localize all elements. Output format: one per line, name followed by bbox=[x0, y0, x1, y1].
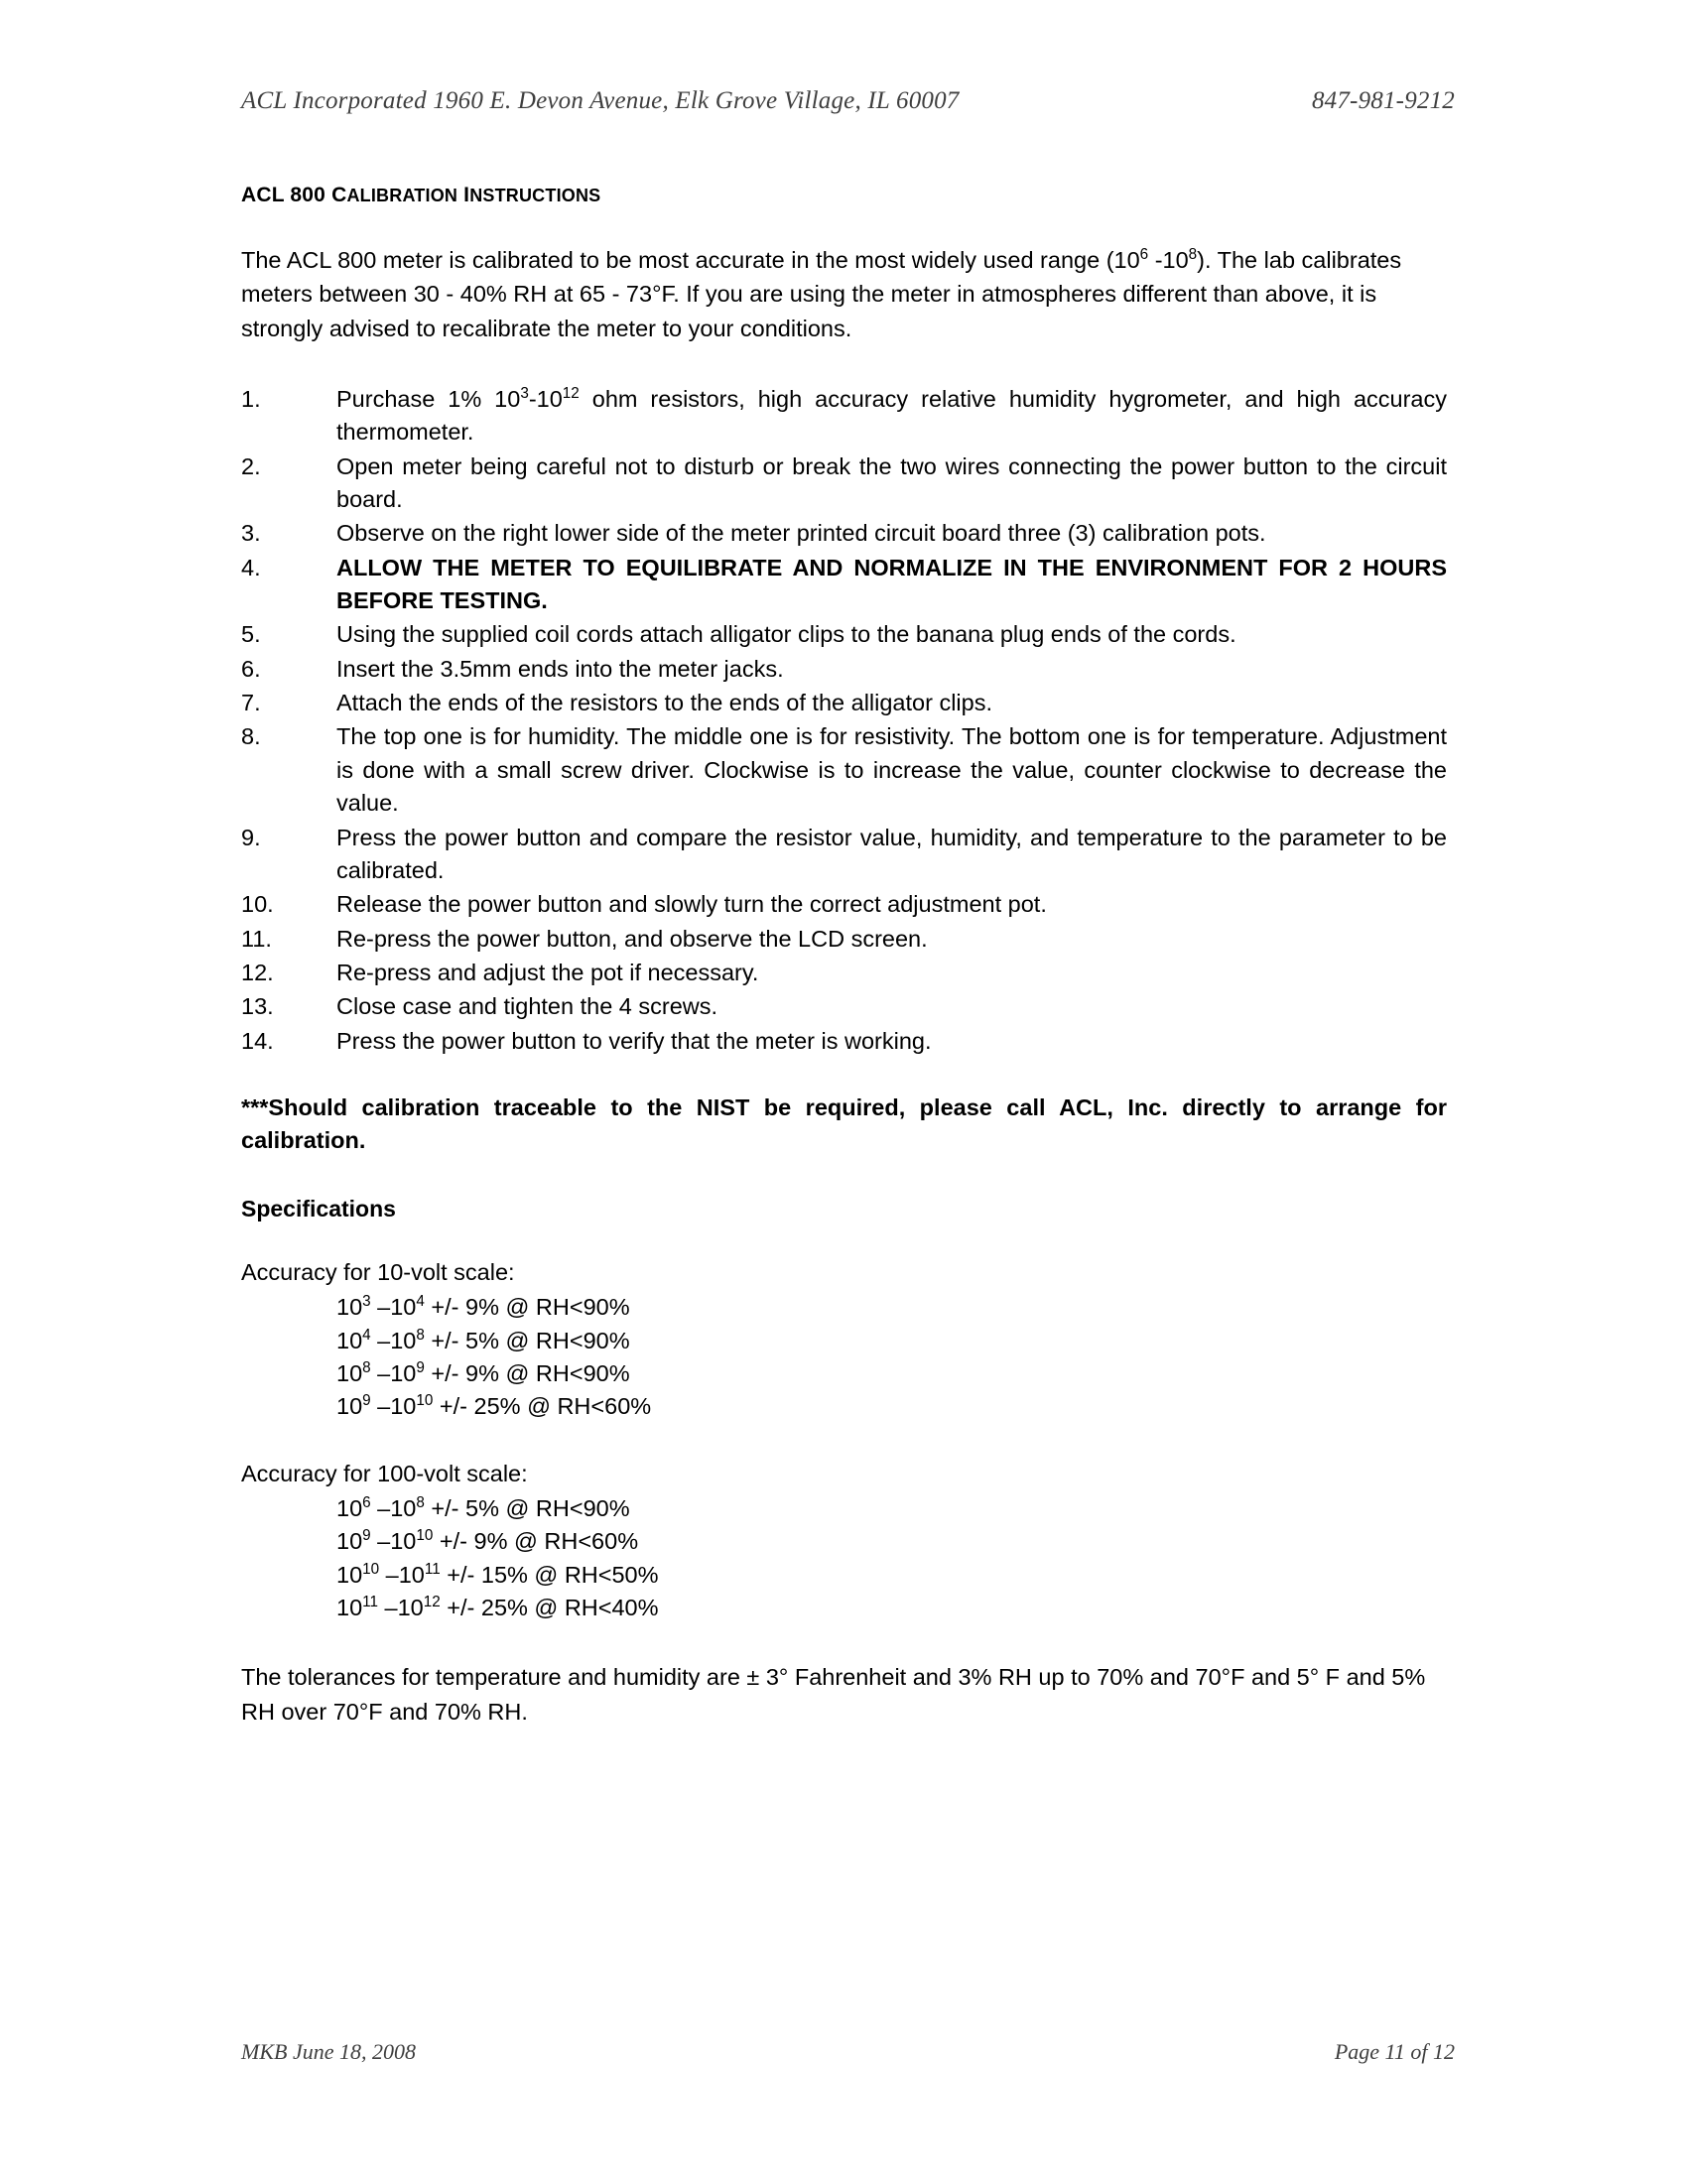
step-text-segment: Purchase 1% 10 bbox=[336, 385, 521, 412]
spec-base-1: 10 bbox=[336, 1359, 363, 1386]
specifications-heading: Specifications bbox=[241, 1195, 396, 1221]
spec-exponent-1: 3 bbox=[362, 1293, 371, 1311]
step-text: Insert the 3.5mm ends into the meter jacks. bbox=[336, 655, 784, 682]
intro-exponent-1: 6 bbox=[1139, 246, 1149, 264]
step-number: 14. bbox=[241, 1027, 274, 1054]
step-number: 13. bbox=[241, 993, 274, 1020]
spec-exponent-2: 9 bbox=[416, 1359, 425, 1377]
specification-row bbox=[336, 1390, 1447, 1423]
spec-range-separator: –10 bbox=[370, 1494, 417, 1521]
step-number: 9. bbox=[241, 824, 261, 850]
instruction-step bbox=[241, 552, 1447, 618]
footer-page-number: Page 11 of 12 bbox=[1334, 2039, 1455, 2064]
instruction-step bbox=[241, 923, 1447, 956]
step-exponent: 3 bbox=[520, 385, 529, 403]
specification-title: Accuracy for 100-volt scale: bbox=[241, 1460, 528, 1486]
spec-exponent-2: 10 bbox=[416, 1392, 434, 1410]
specification-title: Accuracy for 10-volt scale: bbox=[241, 1258, 515, 1285]
step-text: Re-press and adjust the pot if necessary. bbox=[336, 960, 759, 985]
spec-base-1: 10 bbox=[336, 1561, 363, 1588]
tolerance-paragraph: The tolerances for temperature and humidity are ± 3° Fahrenheit and 3% RH up to 70% and 70°F and 5° F and 5% RH over 70°F and 70% RH. bbox=[241, 1664, 1426, 1725]
page-title-smallcaps-2: NSTRUCTIONS bbox=[469, 186, 601, 205]
spec-accuracy-value: +/- 25% @ RH<60% bbox=[433, 1393, 652, 1420]
intro-exponent-2: 8 bbox=[1188, 246, 1198, 264]
header-company-address: ACL Incorporated 1960 E. Devon Avenue, Elk Grove Village, IL 60007 bbox=[241, 87, 960, 114]
spec-base-1: 10 bbox=[336, 1327, 363, 1353]
step-number: 2. bbox=[241, 452, 261, 479]
page-footer bbox=[241, 2039, 1455, 2065]
specification-row bbox=[336, 1357, 1447, 1390]
step-exponent: 12 bbox=[562, 385, 580, 403]
step-text: Press the power button and compare the resistor value, humidity, and temperature to the parameter to be calibrated. bbox=[336, 824, 1447, 883]
intro-part-2: -10 bbox=[1148, 247, 1189, 273]
spec-exponent-1: 11 bbox=[362, 1594, 378, 1611]
step-text: ALLOW THE METER TO EQUILIBRATE AND NORMALIZE IN THE ENVIRONMENT FOR 2 HOURS BEFORE TESTING. bbox=[336, 554, 1447, 614]
intro-part-3: ). The lab calibrates meters between 30 - 40% RH at 65 - 73°F. If you are using the meter in atmospheres different than above, it is strongly advised to recalibrate the meter to your conditions. bbox=[241, 247, 1402, 341]
instruction-step bbox=[241, 1025, 1447, 1058]
intro-part-1: The ACL 800 meter is calibrated to be most accurate in the most widely used range (10 bbox=[241, 247, 1140, 273]
page-title-prefix: ACL 800 C bbox=[241, 184, 347, 206]
instruction-step bbox=[241, 383, 1447, 450]
specification-block bbox=[241, 1256, 1447, 1424]
step-text: Release the power button and slowly turn the correct adjustment pot. bbox=[336, 891, 1047, 918]
spec-range-separator: –10 bbox=[378, 1595, 424, 1621]
step-text: Press the power button to verify that the meter is working. bbox=[336, 1027, 932, 1054]
specification-row bbox=[336, 1592, 1447, 1624]
step-number: 10. bbox=[241, 891, 274, 918]
instruction-step bbox=[241, 822, 1447, 888]
step-number: 3. bbox=[241, 520, 261, 547]
spec-exponent-1: 4 bbox=[362, 1326, 371, 1344]
step-text-segment: ohm resistors, high accuracy relative humidity hygrometer, and high accuracy thermometer. bbox=[336, 385, 1447, 446]
spec-accuracy-value: +/- 5% @ RH<90% bbox=[424, 1327, 630, 1353]
step-number: 6. bbox=[241, 655, 261, 682]
spec-exponent-2: 4 bbox=[416, 1293, 425, 1311]
spec-base-1: 10 bbox=[336, 1393, 363, 1420]
spec-exponent-1: 6 bbox=[362, 1494, 371, 1512]
header-phone-number: 847-981-9212 bbox=[1311, 87, 1455, 114]
spec-base-1: 10 bbox=[336, 1494, 363, 1521]
step-text-segment: -10 bbox=[528, 385, 563, 412]
instruction-step bbox=[241, 720, 1447, 820]
instruction-step bbox=[241, 450, 1447, 517]
instruction-step bbox=[241, 517, 1447, 550]
spec-base-1: 10 bbox=[336, 1294, 363, 1321]
spec-range-separator: –10 bbox=[370, 1294, 417, 1321]
step-number: 12. bbox=[241, 960, 274, 985]
spec-accuracy-value: +/- 25% @ RH<40% bbox=[440, 1595, 659, 1621]
step-number: 5. bbox=[241, 621, 261, 648]
nist-note: ***Should calibration traceable to the NIST be required, please call ACL, Inc. directly to arrange for calibration. bbox=[241, 1094, 1447, 1154]
instruction-step bbox=[241, 687, 1447, 719]
spec-base-1: 10 bbox=[336, 1595, 363, 1621]
spec-range-separator: –10 bbox=[370, 1327, 417, 1353]
page-header bbox=[241, 87, 1455, 115]
spec-accuracy-value: +/- 5% @ RH<90% bbox=[424, 1494, 630, 1521]
step-text: Attach the ends of the resistors to the ends of the alligator clips. bbox=[336, 690, 992, 716]
specifications-container bbox=[241, 1256, 1447, 1625]
spec-exponent-2: 8 bbox=[416, 1326, 425, 1344]
spec-accuracy-value: +/- 9% @ RH<60% bbox=[433, 1528, 639, 1555]
spec-range-separator: –10 bbox=[370, 1393, 417, 1420]
specification-row bbox=[336, 1291, 1447, 1324]
step-number: 11. bbox=[241, 925, 272, 952]
specification-row bbox=[336, 1492, 1447, 1525]
step-text bbox=[336, 383, 1447, 450]
instruction-step bbox=[241, 888, 1447, 921]
instruction-step bbox=[241, 957, 1447, 989]
specification-row bbox=[336, 1559, 1447, 1592]
step-number: 4. bbox=[241, 554, 261, 580]
spec-exponent-1: 10 bbox=[362, 1560, 380, 1578]
spec-range-separator: –10 bbox=[370, 1359, 417, 1386]
step-text: Re-press the power button, and observe the LCD screen. bbox=[336, 925, 928, 952]
step-text: The top one is for humidity. The middle one is for resistivity. The bottom one is for temperature. Adjustment is done with a small screw driver. Clockwise is to increase the value, counter clockwise to decrease the value. bbox=[336, 723, 1447, 817]
page-title bbox=[241, 184, 1447, 207]
specification-block bbox=[241, 1458, 1447, 1625]
page-title-mid: I bbox=[457, 184, 470, 206]
instruction-step bbox=[241, 990, 1447, 1023]
spec-accuracy-value: +/- 9% @ RH<90% bbox=[424, 1294, 630, 1321]
step-text: Close case and tighten the 4 screws. bbox=[336, 993, 718, 1020]
step-number: 8. bbox=[241, 723, 261, 750]
page-title-smallcaps-1: ALIBRATION bbox=[346, 186, 458, 205]
spec-exponent-1: 9 bbox=[362, 1527, 371, 1545]
step-text: Using the supplied coil cords attach alligator clips to the banana plug ends of the cords. bbox=[336, 621, 1236, 648]
instruction-step bbox=[241, 618, 1447, 651]
spec-exponent-1: 9 bbox=[362, 1392, 371, 1410]
spec-exponent-2: 11 bbox=[424, 1560, 441, 1578]
spec-range-separator: –10 bbox=[370, 1528, 417, 1555]
spec-exponent-1: 8 bbox=[362, 1359, 371, 1377]
spec-base-1: 10 bbox=[336, 1528, 363, 1555]
step-text: Observe on the right lower side of the meter printed circuit board three (3) calibration pots. bbox=[336, 520, 1266, 547]
spec-accuracy-value: +/- 9% @ RH<90% bbox=[424, 1359, 630, 1386]
spec-exponent-2: 8 bbox=[416, 1494, 425, 1512]
specification-row bbox=[336, 1325, 1447, 1357]
spec-accuracy-value: +/- 15% @ RH<50% bbox=[440, 1561, 659, 1588]
specification-row bbox=[336, 1525, 1447, 1558]
intro-paragraph bbox=[241, 243, 1447, 345]
spec-exponent-2: 10 bbox=[416, 1527, 434, 1545]
step-text: Open meter being careful not to disturb or break the two wires connecting the power button to the circuit board. bbox=[336, 452, 1447, 512]
spec-range-separator: –10 bbox=[379, 1561, 425, 1588]
spec-exponent-2: 12 bbox=[423, 1594, 441, 1611]
step-number: 7. bbox=[241, 690, 261, 716]
footer-author-date: MKB June 18, 2008 bbox=[241, 2039, 416, 2064]
step-number: 1. bbox=[241, 385, 261, 412]
instruction-steps-list bbox=[241, 383, 1447, 1058]
document-body bbox=[241, 184, 1447, 1751]
instruction-step bbox=[241, 653, 1447, 686]
